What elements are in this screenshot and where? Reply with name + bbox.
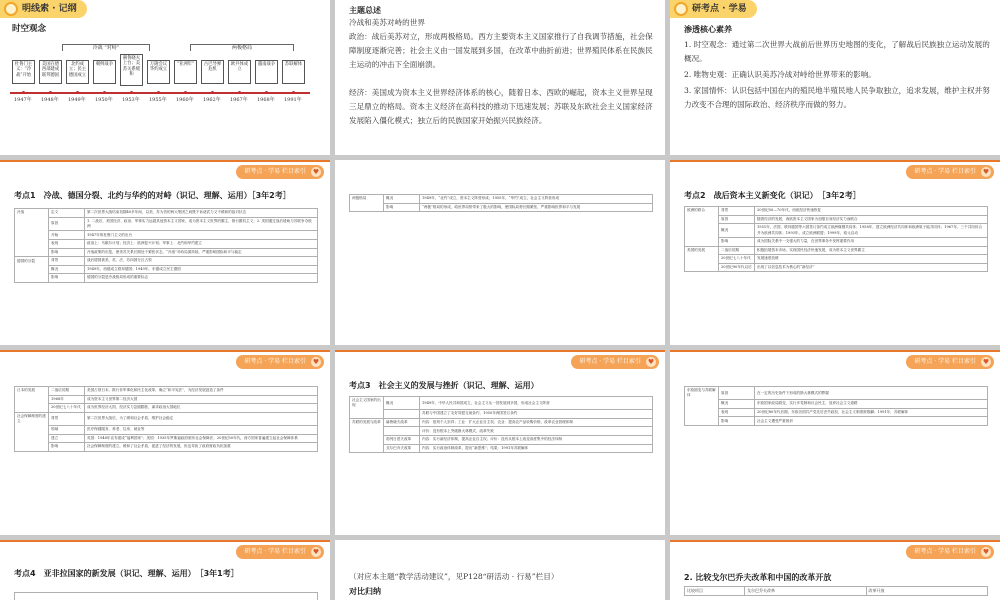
table-cell: 欧洲的联合: [685, 207, 719, 216]
table-row: [15, 387, 318, 396]
table-cell: 苏联与中国建立了友好同盟互助条约，1950年两国签订条约: [420, 410, 653, 419]
nav-tag[interactable]: [906, 545, 994, 559]
table-cell: 影响: [719, 417, 755, 426]
table-cell: 出现了以信息技术为核心的“新经济”: [755, 263, 988, 272]
table-cell: [15, 265, 49, 274]
table-cell: [384, 427, 420, 436]
topic-title: 考点2 战后资本主义新变化（识记） ［3年2考］: [684, 191, 861, 200]
bracket-label: 两极格局: [231, 45, 252, 51]
table-row: [685, 215, 988, 224]
table-cell: [15, 434, 49, 443]
table-cell: [15, 274, 49, 283]
table-cell: 20世纪90年代以后: [719, 263, 755, 272]
table-cell: 第二次世界大战后，为了缓和社会矛盾，维护社会稳定: [85, 412, 318, 425]
table-cell: [685, 255, 719, 264]
timeline-year: 1967年: [230, 97, 248, 103]
table-row: [350, 195, 653, 204]
slide-7[interactable]: [0, 350, 330, 535]
table-row: [685, 224, 988, 238]
section-heading: 时空观念: [12, 24, 47, 34]
section-badge: [670, 0, 757, 18]
table-cell: 概况: [719, 400, 755, 409]
table-cell: [685, 417, 719, 426]
slide-11[interactable]: [335, 540, 665, 600]
table-cell: [685, 408, 719, 417]
table-row: [685, 207, 988, 216]
table-cell: [15, 239, 49, 248]
timeline-event: 苏联解体: [282, 60, 305, 84]
slide-6[interactable]: [670, 160, 1000, 345]
heart-icon: ♥: [982, 358, 990, 366]
timeline-year: 1955年: [149, 97, 167, 103]
table-cell: 1968年: [49, 395, 85, 404]
table-cell: 20世纪七八十年代: [49, 404, 85, 413]
table-cell: 背景: [49, 412, 85, 425]
nav-tag-label: 研考点 · 学易 栏目索引: [244, 548, 306, 555]
table-cell: 苏联的发展与改革: [350, 418, 384, 427]
table-cell: 评价：没有根本上突破斯大林模式，改革失败: [420, 427, 653, 436]
timeline-year: 1962年: [203, 97, 221, 103]
table-cell: [384, 410, 420, 419]
knowledge-table: [349, 194, 653, 212]
table-cell: 积极拓展资本市场，实现国民经济快速发展，成为资本主义世界霸主: [755, 246, 988, 255]
heart-icon: ♥: [312, 358, 320, 366]
nav-tag-label: 研考点 · 学易 栏目索引: [244, 168, 306, 175]
table-cell: 内容：批判个人崇拜；工业：扩大企业自主权；农业：提高农产品收购价格，改革农业管理体制: [420, 418, 653, 427]
table-cell: 表现: [719, 408, 755, 417]
nav-tag-label: 研考点 · 学易 栏目索引: [914, 548, 976, 555]
table-cell: 表现: [49, 239, 85, 248]
table-cell: 1949年，西德成立联邦德国；1949年，东德成立民主德国: [85, 265, 318, 274]
table-cell: 背景: [49, 257, 85, 266]
top-bar: [670, 540, 1000, 542]
topic-title: 考点3 社会主义的发展与挫折（识记、理解、运用）: [349, 381, 539, 390]
timeline-event: 欧共体成立: [228, 60, 251, 84]
badge-label: 明线索 · 记纲: [22, 4, 77, 14]
table-cell: 发展速度放缓: [755, 255, 988, 264]
table-cell: [685, 215, 719, 224]
table-cell: 领域: [49, 426, 85, 435]
table-row: [685, 246, 988, 255]
summary-heading: 主题总述: [349, 5, 381, 15]
table-cell: 影响: [49, 443, 85, 452]
table-cell: [15, 217, 49, 231]
table-row: [15, 443, 318, 452]
table-cell: 冷战: [15, 209, 49, 218]
timeline-event: 杜鲁门主义：“冷战”开始: [12, 60, 35, 84]
slide-5[interactable]: [335, 160, 665, 345]
timeline-event: 美国在德西部建成联邦德国: [39, 60, 62, 84]
table-cell: 两极格局: [350, 195, 384, 204]
table-cell: 1947年的杜鲁门主义的出台: [85, 231, 318, 240]
header-cell: 戈尔巴乔夫改革: [745, 587, 867, 596]
table-cell: [15, 426, 49, 435]
top-bar: [335, 350, 665, 352]
table-row: [685, 237, 988, 246]
timeline-event: 赫鲁晓夫上台；美苏关系缓和: [120, 54, 143, 86]
nav-tag[interactable]: [906, 355, 994, 369]
table-row: [15, 265, 318, 274]
table-cell: 20世纪50—70年代，西欧经济快速恢复: [755, 207, 988, 216]
table-cell: 东欧国家政局剧变，实行多党制和议会民主，放弃社会主义道路: [755, 400, 988, 409]
table-row: [15, 217, 318, 231]
table-cell: 概况: [719, 224, 755, 238]
table-row: [350, 410, 653, 419]
table-row: [15, 274, 318, 283]
heart-icon: ♥: [982, 548, 990, 556]
table-cell: [685, 224, 719, 238]
table-cell: 社会保障制度的建立: [15, 412, 49, 425]
table-cell: [350, 427, 384, 436]
table-cell: 成为国际关系中一支强大的力量，在世界事务中发挥重要作用: [755, 237, 988, 246]
timeline-event: 朝鲜战争: [93, 60, 116, 84]
table-cell: [15, 404, 49, 413]
table-row: [350, 397, 653, 410]
table-cell: [15, 248, 49, 257]
table-cell: 影响: [719, 237, 755, 246]
table-cell: 20世纪七八十年代: [719, 255, 755, 264]
table-cell: 概况: [384, 397, 420, 410]
table-cell: 东欧剧变与苏联解体: [685, 387, 719, 400]
cold-war-bracket: [62, 44, 150, 51]
table-cell: 开始: [49, 231, 85, 240]
literacy-heading: 渗透核心素养: [684, 25, 732, 34]
header-cell: 比较项目: [685, 587, 745, 596]
table-cell: 内容：实行政治体制改革，提出“新思维”；结果：1991年苏联解体: [420, 444, 653, 453]
table-cell: 建立: [49, 434, 85, 443]
compare-heading: 对比归纳: [349, 587, 381, 596]
table-cell: 赫鲁晓夫改革: [384, 418, 420, 427]
compare-table: [684, 586, 988, 596]
activity-note: （对应本主题“教学活动建议”，见P128“研活动 · 行易”栏目）: [349, 572, 559, 581]
table-row: [685, 263, 988, 272]
top-bar: [0, 540, 330, 542]
table-cell: 戈尔巴乔夫改革: [384, 444, 420, 453]
heart-icon: ♥: [312, 548, 320, 556]
table-cell: 影响: [384, 203, 420, 212]
table-cell: 定义: [49, 209, 85, 218]
timeline-year: 1960年: [176, 97, 194, 103]
table-row: [15, 231, 318, 240]
table-stub: [14, 592, 318, 600]
nav-tag[interactable]: [906, 165, 994, 179]
timeline-year: 1968年: [257, 97, 275, 103]
knowledge-table: [684, 206, 988, 272]
table-cell: 1. 二战后，美国经济、政治、军事实力远超其他资本主义国家，成为资本主义世界的霸主，推行霸权主义；2. 美国通过战后援助与苏联争夺欧洲: [85, 217, 318, 231]
table-cell: 英国：1948年宣布建成“福利国家”；美国：1935年罗斯福政府颁布社会保障法；20世纪50年代，西方国家普遍建立起社会保障体系: [85, 434, 318, 443]
timeline-axis: [10, 92, 310, 94]
timeline-event: 北约成立；民主德国成立: [66, 60, 89, 84]
slide-1[interactable]: [0, 0, 330, 155]
table-cell: [685, 237, 719, 246]
table-cell: 日本的发展: [15, 387, 49, 396]
table-cell: 医疗保健服务、养老、住房、就业等: [85, 426, 318, 435]
table-row: [685, 255, 988, 264]
bracket-label: 冷战 “对峙”: [92, 45, 120, 51]
summary-line-2: 政治：战后美苏对立，形成两极格局。西方主要资本主义国家推行了自我调节措施，社会保障制度逐渐完善；社会主义由一国发展到多国，在改革中曲折前进；世界殖民体系在民族民主运动的冲击下全面崩溃。: [349, 32, 653, 69]
table-row: [350, 436, 653, 445]
table-cell: 二战后初期: [49, 387, 85, 396]
topic-title: 2. 比较戈尔巴乔夫改革和中国的改革开放: [684, 573, 832, 582]
table-cell: 随着经济的发展，西欧资本主义国家为加强自身经济实力而联合: [755, 215, 988, 224]
multipolar-bracket: [190, 44, 294, 51]
nav-tag-label: 研考点 · 学易 栏目索引: [579, 358, 641, 365]
table-cell: 原因: [719, 387, 755, 400]
literacy-line-1: 1. 时空观念：通过第二次世界大战前后世界历史地图的变化，了解战后民族独立运动发展的概况。: [684, 40, 990, 63]
table-row: [685, 408, 988, 417]
table-cell: [15, 231, 49, 240]
nav-tag[interactable]: [571, 355, 659, 369]
table-row: [15, 395, 318, 404]
topic-title: 考点4 亚非拉国家的新发展（识记、理解、运用） ［3年1考］: [14, 569, 239, 578]
heart-icon: ♥: [647, 358, 655, 366]
table-row: [15, 239, 318, 248]
section-badge: [0, 0, 87, 18]
slide-2[interactable]: [335, 0, 665, 155]
table-cell: 影响: [49, 248, 85, 257]
table-row: [15, 434, 318, 443]
knowledge-table: [684, 386, 988, 426]
table-cell: 概况: [49, 265, 85, 274]
table-cell: 冷战政策的出笼，使美苏关系长期处于紧张状态，“冷战”对峙局面持续，严重影响国际和平与稳定: [85, 248, 318, 257]
top-bar: [0, 350, 330, 352]
table-cell: “两极”格局的形成，给世界局势带来了极大的影响，使国际局势长期紧张，严重影响世界和平与发展: [420, 203, 653, 212]
table-cell: [350, 410, 384, 419]
topic-title: 考点1 冷战、德国分裂、北约与华约的对峙（识记、理解、运用）［3年2考］: [14, 191, 291, 200]
knowledge-table: [14, 208, 318, 283]
badge-label: 研考点 · 学易: [692, 4, 747, 14]
table-cell: 1951年，法国、联邦德国等六国签订条约成立欧洲煤钢共同体；1958年，建立欧洲经济共同体和欧洲原子能共同体；1967年，三个共同体合并为欧洲共同体；1993年，成立欧洲联盟；1999年，欧元启动: [755, 224, 988, 238]
table-cell: 1949年，“北约”成立，资本主义阵营形成；1955年，“华约”成立，社会主义阵营形成: [420, 195, 653, 204]
table-cell: 内容：实行新经济体制，提高企业自主权；评价：没有从根本上改变高度集中的经济体制: [420, 436, 653, 445]
table-cell: [15, 443, 49, 452]
table-cell: 美国占领日本，推行非军事化和民主化改革，确立“和平宪法”，为经济发展创造了条件: [85, 387, 318, 396]
top-bar: [0, 160, 330, 162]
top-bar: [670, 350, 1000, 352]
timeline-year: 1950年: [95, 97, 113, 103]
table-row: [15, 248, 318, 257]
table-cell: 战后德国被美、英、法、苏四国分区占领: [85, 257, 318, 266]
table-cell: 20世纪80年代后期，东欧各国共产党先后丧失政权，社会主义制度被推翻；1991年，苏联解体: [755, 408, 988, 417]
badge-circle-icon: [674, 2, 688, 16]
table-cell: 社会主义遭受严重挫折: [755, 417, 988, 426]
slide-4[interactable]: [0, 160, 330, 345]
timeline-event: “亚洲年”: [174, 60, 197, 84]
table-cell: 德国的分裂是冷战格局形成的重要标志: [85, 274, 318, 283]
nav-tag-label: 研考点 · 学易 栏目索引: [914, 358, 976, 365]
timeline-year: 1949年: [68, 97, 86, 103]
table-row: [685, 417, 988, 426]
table-cell: 在一定的历史条件下形成的斯大林模式的弊端: [755, 387, 988, 400]
table-cell: 社会保障制度的建立，缓和了社会矛盾，促进了经济的发展，但也导致了政府财政负担加重: [85, 443, 318, 452]
timeline-event: 古巴导弹危机: [201, 60, 224, 84]
table-cell: 政治上：马歇尔计划；经济上：欧洲复兴计划；军事上：北约和华约建立: [85, 239, 318, 248]
table-cell: 勃列日涅夫改革: [384, 436, 420, 445]
table-cell: 原因: [719, 215, 755, 224]
table-cell: [15, 395, 49, 404]
table-cell: 德国的分裂: [15, 257, 49, 266]
table-cell: 背景: [719, 207, 755, 216]
knowledge-table: [14, 386, 318, 452]
summary-line-3: 经济：美国成为资本主义世界经济体系的核心，随着日本、西欧的崛起，资本主义世界呈现三足鼎立的格局。资本主义经济在高科技的推动下迅速发展；苏联及东欧社会主义国家经济发展陷入僵化模式；独立后的民族国家开始振兴民族经济。: [349, 88, 653, 125]
top-bar: [670, 160, 1000, 162]
table-row: [350, 444, 653, 453]
table-cell: 影响: [49, 274, 85, 283]
table-cell: [350, 444, 384, 453]
timeline-event: 万隆会议华约成立: [147, 60, 170, 84]
table-row: [15, 257, 318, 266]
timeline-year: 1947年: [14, 97, 32, 103]
slide-10[interactable]: [0, 540, 330, 600]
table-cell: [685, 400, 719, 409]
slide-9[interactable]: [670, 350, 1000, 535]
nav-tag[interactable]: [236, 165, 324, 179]
table-row: [15, 209, 318, 218]
nav-tag-label: 研考点 · 学易 栏目索引: [244, 358, 306, 365]
header-cell: 改革开放: [866, 587, 988, 596]
table-cell: [685, 263, 719, 272]
table-row: [15, 404, 318, 413]
heart-icon: ♥: [982, 168, 990, 176]
slide-3[interactable]: [670, 0, 1000, 155]
table-cell: 原因: [49, 217, 85, 231]
timeline-event: 越南战争: [255, 60, 278, 84]
nav-tag[interactable]: [236, 355, 324, 369]
timeline-year: 1948年: [41, 97, 59, 103]
table-row: [15, 426, 318, 435]
literacy-line-2: 2. 唯物史观：正确认识美苏冷战对峙给世界带来的影响。: [684, 70, 876, 79]
summary-line-1: 冷战和美苏对峙的世界: [349, 18, 425, 27]
table-cell: 社会主义国家的出现: [350, 397, 384, 410]
knowledge-table: [349, 396, 653, 453]
table-cell: [350, 436, 384, 445]
table-row: [685, 400, 988, 409]
timeline-year: 1953年: [122, 97, 140, 103]
badge-circle-icon: [4, 2, 18, 16]
slide-12[interactable]: [670, 540, 1000, 600]
table-cell: 概况: [384, 195, 420, 204]
nav-tag-label: 研考点 · 学易 栏目索引: [914, 168, 976, 175]
nav-tag[interactable]: [236, 545, 324, 559]
table-row: [685, 387, 988, 400]
heart-icon: ♥: [312, 168, 320, 176]
timeline-year: 1991年: [284, 97, 302, 103]
table-row: [350, 427, 653, 436]
table-cell: 成为资本主义世界第二经济大国: [85, 395, 318, 404]
table-row: [350, 203, 653, 212]
table-cell: [350, 203, 384, 212]
table-cell: 美国的发展: [685, 246, 719, 255]
table-cell: 第二次世界大战结束初期40多年间，以美、苏为首的两大集团之间既不诉诸武力又不缓和的敌对状态: [85, 209, 318, 218]
table-row: [15, 412, 318, 425]
slide-8[interactable]: [335, 350, 665, 535]
table-row: [350, 418, 653, 427]
table-cell: 二战后初期: [719, 246, 755, 255]
table-cell: 1949年，中华人民共和国成立，社会主义从一国发展到多国，形成社会主义阵营: [420, 397, 653, 410]
table-cell: 成为世界经济大国，经济实力急剧膨胀，谋求政治大国地位: [85, 404, 318, 413]
literacy-line-3: 3. 家国情怀：认识包括中国在内的殖民地半殖民地人民争取独立，追求发展，维护主权并努力改变不合理的国际政治、经济秩序而做的努力。: [684, 86, 990, 109]
